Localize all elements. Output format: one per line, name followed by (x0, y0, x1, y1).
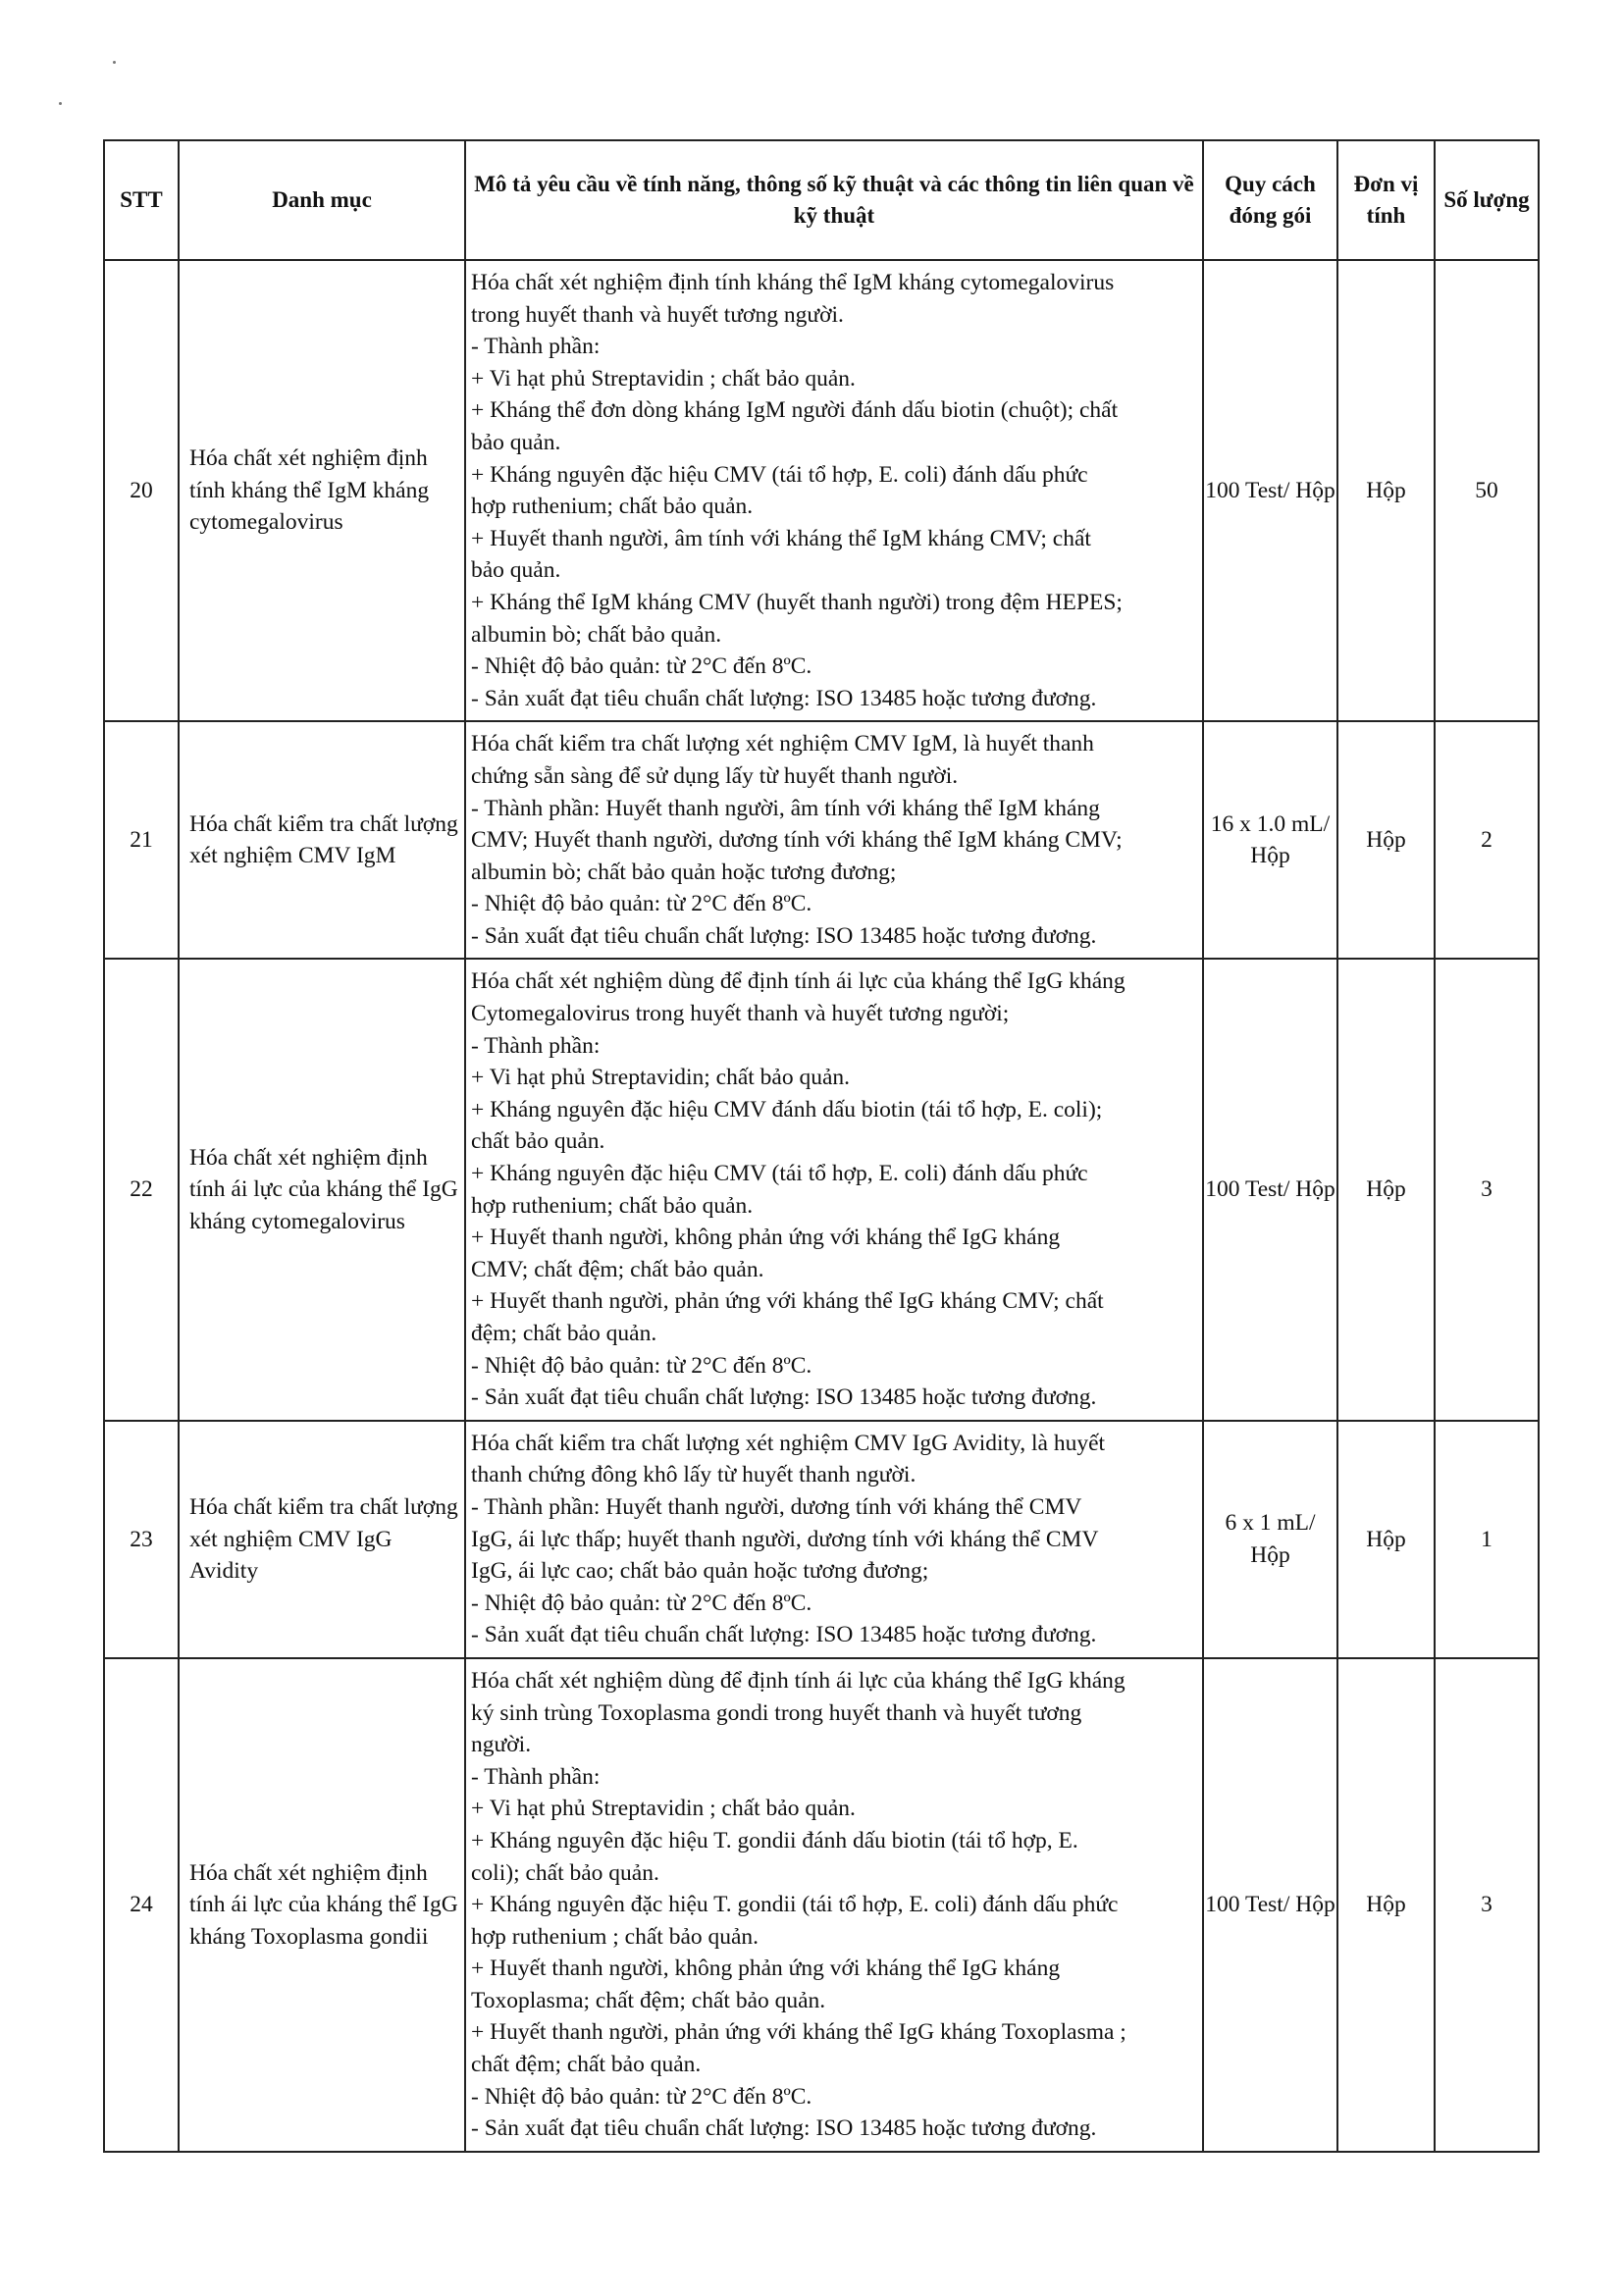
specification-table (103, 139, 1540, 2153)
description-line: - Thành phần: (471, 1032, 601, 1059)
description-line: + Kháng nguyên đặc hiệu CMV (tái tổ hợp, E. coli) đánh dấu phức (471, 1161, 1088, 1187)
row-stt: 20 (104, 260, 179, 721)
row-quantity: 3 (1435, 959, 1539, 1420)
row-quantity: 50 (1435, 260, 1539, 721)
description-line: + Kháng nguyên đặc hiệu T. gondii đánh dấu biotin (tái tổ hợp, E. (471, 1827, 1078, 1853)
header-packaging: Quy cách đóng gói (1203, 140, 1337, 260)
row-packaging: 100 Test/ Hộp (1203, 1658, 1337, 2152)
header-category: Danh mục (179, 140, 465, 260)
description-line: + Kháng nguyên đặc hiệu CMV đánh dấu biotin (tái tổ hợp, E. coli); (471, 1096, 1103, 1122)
description-line: chứng sẵn sàng để sử dụng lấy từ huyết thanh người. (471, 762, 959, 789)
row-quantity: 1 (1435, 1421, 1539, 1658)
header-stt: STT (104, 140, 179, 260)
description-line: - Sản xuất đạt tiêu chuẩn chất lượng: ISO 13485 hoặc tương đương. (471, 1622, 1097, 1648)
description-line: hợp ruthenium; chất bảo quản. (471, 1192, 754, 1219)
row-unit: Hộp (1337, 1658, 1435, 2152)
row-packaging: 100 Test/ Hộp (1203, 260, 1337, 721)
description-line: bảo quản. (471, 429, 561, 455)
description-line: - Nhiệt độ bảo quản: từ 2°C đến 8ºC. (471, 891, 812, 917)
row-description (465, 959, 1203, 1420)
row-category: Hóa chất kiểm tra chất lượng xét nghiệm CMV IgG Avidity (179, 1421, 465, 1658)
description-line: + Kháng nguyên đặc hiệu CMV (tái tổ hợp, E. coli) đánh dấu phức (471, 461, 1088, 488)
row-unit: Hộp (1337, 959, 1435, 1420)
description-line: - Sản xuất đạt tiêu chuẩn chất lượng: ISO 13485 hoặc tương đương. (471, 2115, 1097, 2142)
description-line: - Thành phần: (471, 334, 601, 360)
row-packaging: 6 x 1 mL/ Hộp (1203, 1421, 1337, 1658)
description-line: + Huyết thanh người, không phản ứng với kháng thể IgG kháng (471, 1956, 1061, 1982)
header-row (104, 140, 1539, 260)
row-packaging: 16 x 1.0 mL/ Hộp (1203, 721, 1337, 959)
description-line: + Huyết thanh người, phản ứng với kháng thể IgG kháng CMV; chất (471, 1288, 1104, 1315)
description-line: + Kháng nguyên đặc hiệu T. gondii (tái tổ hợp, E. coli) đánh dấu phức (471, 1892, 1119, 1918)
scan-speck (59, 102, 62, 105)
description-line: IgG, ái lực cao; chất bảo quản hoặc tương đương; (471, 1558, 929, 1585)
description-line: hợp ruthenium; chất bảo quản. (471, 494, 754, 520)
table-row (104, 1658, 1539, 2152)
row-unit: Hộp (1337, 260, 1435, 721)
description-line: hợp ruthenium ; chất bảo quản. (471, 1923, 759, 1950)
description-line: - Nhiệt độ bảo quản: từ 2°C đến 8ºC. (471, 2083, 812, 2110)
row-unit: Hộp (1337, 1421, 1435, 1658)
description-line: coli); chất bảo quản. (471, 1859, 659, 1886)
description-line: - Thành phần: Huyết thanh người, âm tính với kháng thể IgM kháng (471, 795, 1100, 821)
row-category: Hóa chất xét nghiệm định tính kháng thể IgM kháng cytomegalovirus (179, 260, 465, 721)
description-line: Hóa chất xét nghiệm dùng để định tính ái lực của kháng thể IgG kháng (471, 968, 1126, 995)
row-packaging: 100 Test/ Hộp (1203, 959, 1337, 1420)
description-line: + Kháng thể đơn dòng kháng IgM người đánh dấu biotin (chuột); chất (471, 397, 1119, 424)
row-unit: Hộp (1337, 721, 1435, 959)
table-row (104, 959, 1539, 1420)
description-line: - Thành phần: Huyết thanh người, dương tính với kháng thể CMV (471, 1493, 1082, 1520)
row-quantity: 2 (1435, 721, 1539, 959)
header-quantity: Số lượng (1435, 140, 1539, 260)
description-line: - Nhiệt độ bảo quản: từ 2°C đến 8ºC. (471, 653, 812, 680)
table-row (104, 260, 1539, 721)
row-stt: 21 (104, 721, 179, 959)
description-line: CMV; Huyết thanh người, dương tính với kháng thể IgM kháng CMV; (471, 827, 1123, 854)
description-line: - Thành phần: (471, 1763, 601, 1790)
description-line: + Vi hạt phủ Streptavidin ; chất bảo quản. (471, 1796, 856, 1822)
description-line: Hóa chất xét nghiệm dùng để định tính ái lực của kháng thể IgG kháng (471, 1667, 1126, 1694)
description-line: + Huyết thanh người, không phản ứng với kháng thể IgG kháng (471, 1225, 1061, 1251)
description-line: - Sản xuất đạt tiêu chuẩn chất lượng: ISO 13485 hoặc tương đương. (471, 1384, 1097, 1411)
row-stt: 23 (104, 1421, 179, 1658)
row-description (465, 721, 1203, 959)
description-line: Toxoplasma; chất đệm; chất bảo quản. (471, 1987, 826, 2013)
description-line: + Huyết thanh người, âm tính với kháng thể IgM kháng CMV; chất (471, 525, 1091, 551)
description-line: thanh chứng đông khô lấy từ huyết thanh người. (471, 1462, 916, 1488)
description-line: - Sản xuất đạt tiêu chuẩn chất lượng: ISO 13485 hoặc tương đương. (471, 922, 1097, 949)
description-line: + Huyết thanh người, phản ứng với kháng thể IgG kháng Toxoplasma ; (471, 2019, 1126, 2046)
description-line: - Nhiệt độ bảo quản: từ 2°C đến 8ºC. (471, 1590, 812, 1616)
description-line: - Nhiệt độ bảo quản: từ 2°C đến 8ºC. (471, 1352, 812, 1379)
description-line: chất đệm; chất bảo quản. (471, 2052, 702, 2078)
description-line: người. (471, 1732, 532, 1758)
description-line: Hóa chất kiểm tra chất lượng xét nghiệm CMV IgM, là huyết thanh (471, 731, 1094, 757)
description-line: albumin bò; chất bảo quản hoặc tương đương; (471, 859, 897, 885)
description-line: trong huyết thanh và huyết tương người. (471, 301, 844, 328)
header-unit: Đơn vị tính (1337, 140, 1435, 260)
row-stt: 22 (104, 959, 179, 1420)
description-line: CMV; chất đệm; chất bảo quản. (471, 1256, 764, 1282)
row-quantity: 3 (1435, 1658, 1539, 2152)
header-description: Mô tả yêu cầu về tính năng, thông số kỹ thuật và các thông tin liên quan về kỹ thuật (465, 140, 1203, 260)
row-category: Hóa chất xét nghiệm định tính ái lực của kháng thể IgG kháng Toxoplasma gondii (179, 1658, 465, 2152)
row-description (465, 1658, 1203, 2152)
row-stt: 24 (104, 1658, 179, 2152)
row-category: Hóa chất kiểm tra chất lượng xét nghiệm CMV IgM (179, 721, 465, 959)
description-line: Hóa chất kiểm tra chất lượng xét nghiệm CMV IgG Avidity, là huyết (471, 1430, 1106, 1456)
table-row (104, 721, 1539, 959)
description-line: + Vi hạt phủ Streptavidin; chất bảo quản. (471, 1065, 851, 1091)
description-line: đệm; chất bảo quản. (471, 1321, 657, 1346)
description-line: - Sản xuất đạt tiêu chuẩn chất lượng: ISO 13485 hoặc tương đương. (471, 685, 1097, 711)
description-line: + Vi hạt phủ Streptavidin ; chất bảo quản. (471, 365, 856, 391)
row-description (465, 260, 1203, 721)
row-category: Hóa chất xét nghiệm định tính ái lực của kháng thể IgG kháng cytomegalovirus (179, 959, 465, 1420)
row-description (465, 1421, 1203, 1658)
scan-speck (113, 61, 116, 64)
description-line: albumin bò; chất bảo quản. (471, 621, 722, 648)
description-line: IgG, ái lực thấp; huyết thanh người, dương tính với kháng thể CMV (471, 1526, 1099, 1552)
description-line: Cytomegalovirus trong huyết thanh và huyết tương người; (471, 1001, 1010, 1027)
description-line: ký sinh trùng Toxoplasma gondi trong huyết thanh và huyết tương (471, 1699, 1082, 1726)
description-line: chất bảo quản. (471, 1128, 605, 1155)
table-row (104, 1421, 1539, 1658)
description-line: + Kháng thể IgM kháng CMV (huyết thanh người) trong đệm HEPES; (471, 589, 1123, 615)
description-line: Hóa chất xét nghiệm định tính kháng thể IgM kháng cytomegalovirus (471, 270, 1115, 295)
description-line: bảo quản. (471, 557, 561, 584)
